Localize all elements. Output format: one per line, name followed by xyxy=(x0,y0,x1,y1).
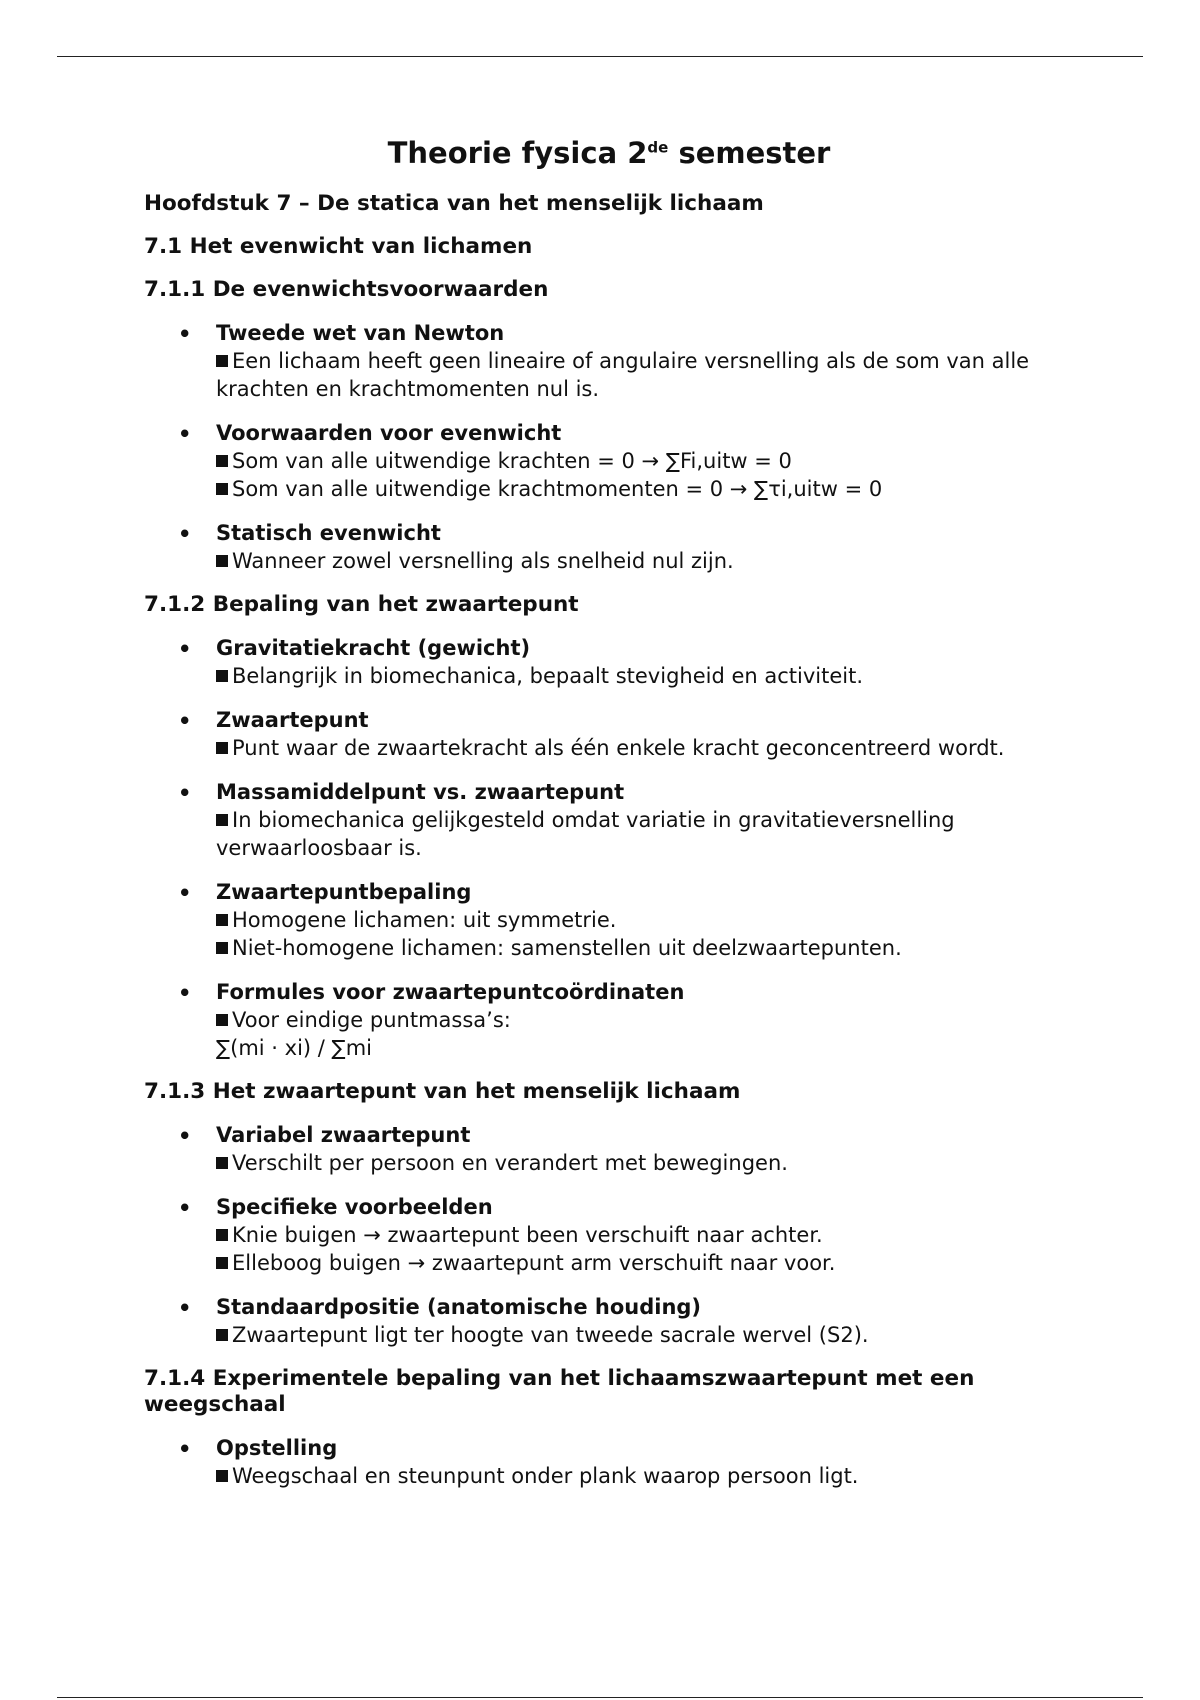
item-title: Voorwaarden voor evenwicht xyxy=(216,420,562,445)
list-item xyxy=(144,635,1074,690)
square-bullet-icon xyxy=(216,555,228,567)
square-bullet-icon xyxy=(216,914,228,926)
square-bullet-icon xyxy=(216,742,228,754)
square-bullet-icon xyxy=(216,1257,228,1269)
square-bullet-icon xyxy=(216,355,228,367)
square-bullet-icon xyxy=(216,1157,228,1169)
bullet-icon: • xyxy=(178,321,192,346)
item-line: Elleboog buigen → zwaartepunt arm verschuift naar voor. xyxy=(216,1249,1074,1277)
square-bullet-icon xyxy=(216,1229,228,1241)
bullet-icon: • xyxy=(178,1123,192,1148)
list-item xyxy=(144,879,1074,962)
item-line: Een lichaam heeft geen lineaire of angulaire versnelling als de som van alle krachten en krachtmomenten nul is. xyxy=(216,348,1030,401)
top-rule xyxy=(57,56,1143,57)
square-bullet-icon xyxy=(216,1329,228,1341)
bullet-icon: • xyxy=(178,708,192,733)
section-heading-7-1-2: 7.1.2 Bepaling van het zwaartepunt xyxy=(144,591,579,617)
square-bullet-icon xyxy=(216,942,228,954)
item-title: Specifieke voorbeelden xyxy=(216,1194,493,1219)
formula: ∑(mi · xi) / ∑mi xyxy=(216,1035,372,1060)
document-body xyxy=(144,136,1074,1507)
square-bullet-icon xyxy=(216,483,228,495)
bullet-icon: • xyxy=(178,880,192,905)
bullet-list-7-1-1 xyxy=(144,320,1074,575)
bullet-icon: • xyxy=(178,636,192,661)
item-line: Zwaartepunt ligt ter hoogte van tweede sacrale wervel (S2). xyxy=(216,1321,1074,1349)
item-title: Massamiddelpunt vs. zwaartepunt xyxy=(216,779,625,804)
bullet-icon: • xyxy=(178,1436,192,1461)
bullet-list-7-1-2 xyxy=(144,635,1074,1062)
bullet-list-7-1-3 xyxy=(144,1122,1074,1349)
item-line: Punt waar de zwaartekracht als één enkele kracht geconcentreerd wordt. xyxy=(216,734,1074,762)
square-bullet-icon xyxy=(216,670,228,682)
item-title: Tweede wet van Newton xyxy=(216,320,505,345)
item-title: Variabel zwaartepunt xyxy=(216,1122,471,1147)
item-line: Wanneer zowel versnelling als snelheid nul zijn. xyxy=(216,547,1074,575)
page-title: Theorie fysica 2de semester xyxy=(387,136,831,170)
bullet-icon: • xyxy=(178,1295,192,1320)
item-line: Belangrijk in biomechanica, bepaalt stevigheid en activiteit. xyxy=(216,662,1074,690)
bullet-icon: • xyxy=(178,421,192,446)
list-item xyxy=(144,779,1074,862)
list-item xyxy=(144,1294,1074,1349)
list-item xyxy=(144,420,1074,503)
item-line: Niet-homogene lichamen: samenstellen uit deelzwaartepunten. xyxy=(216,934,1074,962)
item-line: Homogene lichamen: uit symmetrie. xyxy=(216,906,1074,934)
item-line: Som van alle uitwendige krachtmomenten = 0 → ∑τi,uitw = 0 xyxy=(216,475,1074,503)
item-title: Zwaartepuntbepaling xyxy=(216,879,472,904)
list-item xyxy=(144,520,1074,575)
item-line: Som van alle uitwendige krachten = 0 → ∑Fi,uitw = 0 xyxy=(216,447,1074,475)
list-item xyxy=(144,707,1074,762)
bullet-list-7-1-4 xyxy=(144,1435,1074,1490)
item-line: Knie buigen → zwaartepunt been verschuift naar achter. xyxy=(216,1221,1074,1249)
item-line: In biomechanica gelijkgesteld omdat variatie in gravitatieversnelling verwaarloosbaar is. xyxy=(216,807,955,860)
item-title: Opstelling xyxy=(216,1435,338,1460)
section-heading-7-1-3: 7.1.3 Het zwaartepunt van het menselijk lichaam xyxy=(144,1078,741,1104)
section-heading-7-1: 7.1 Het evenwicht van lichamen xyxy=(144,233,533,259)
bullet-icon: • xyxy=(178,980,192,1005)
item-title: Zwaartepunt xyxy=(216,707,369,732)
bottom-rule xyxy=(57,1697,1143,1698)
square-bullet-icon xyxy=(216,1470,228,1482)
list-item xyxy=(144,320,1074,403)
list-item xyxy=(144,1435,1074,1490)
item-line: Verschilt per persoon en verandert met bewegingen. xyxy=(216,1149,1074,1177)
item-line: Weegschaal en steunpunt onder plank waarop persoon ligt. xyxy=(216,1462,1074,1490)
item-line: Voor eindige puntmassa’s: xyxy=(216,1006,1074,1034)
item-title: Formules voor zwaartepuntcoördinaten xyxy=(216,979,685,1004)
item-title: Standaardpositie (anatomische houding) xyxy=(216,1294,702,1319)
square-bullet-icon xyxy=(216,455,228,467)
list-item xyxy=(144,1122,1074,1177)
item-title: Gravitatiekracht (gewicht) xyxy=(216,635,531,660)
bullet-icon: • xyxy=(178,521,192,546)
chapter-heading: Hoofdstuk 7 – De statica van het menselijk lichaam xyxy=(144,190,764,216)
section-heading-7-1-1: 7.1.1 De evenwichtsvoorwaarden xyxy=(144,276,549,302)
list-item xyxy=(144,1194,1074,1277)
item-title: Statisch evenwicht xyxy=(216,520,441,545)
bullet-icon: • xyxy=(178,780,192,805)
square-bullet-icon xyxy=(216,1014,228,1026)
bullet-icon: • xyxy=(178,1195,192,1220)
list-item xyxy=(144,979,1074,1062)
square-bullet-icon xyxy=(216,814,228,826)
section-heading-7-1-4: 7.1.4 Experimentele bepaling van het lichaamszwaartepunt met een weegschaal xyxy=(144,1365,975,1417)
